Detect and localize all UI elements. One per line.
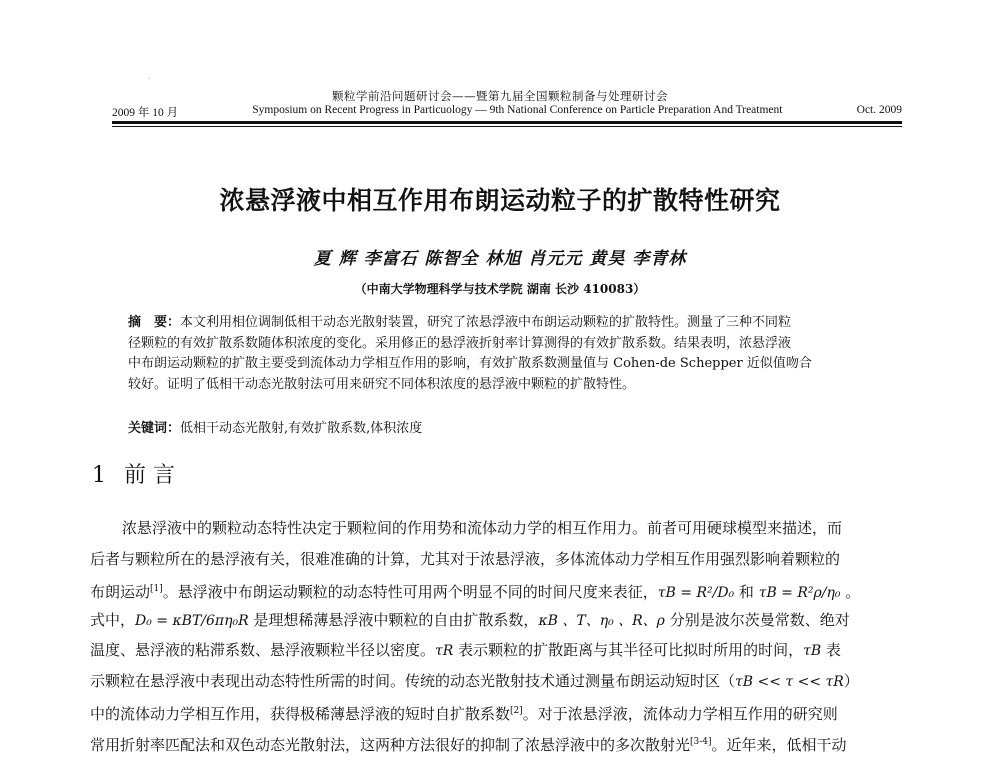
running-header-cn: 颗粒学前沿问题研讨会——暨第九届全国颗粒制备与处理研讨会 bbox=[332, 89, 668, 103]
body-line bbox=[90, 666, 920, 697]
body-text bbox=[90, 513, 920, 757]
body-line: 后者与颗粒所在的悬浮液有关，很难准确的计算，尤其对于浓悬浮液，多体流体动力学相互作用强烈影响着颗粒的 bbox=[90, 549, 841, 568]
body-line bbox=[90, 605, 920, 636]
abstract-label: 摘 要： bbox=[128, 315, 181, 330]
section-title: 前 言 bbox=[124, 463, 175, 488]
body-segment: 。 bbox=[840, 583, 861, 601]
keywords bbox=[128, 417, 900, 436]
author-list: 夏 辉 李富石 陈智全 林旭 肖元元 黄昊 李青林 bbox=[313, 249, 687, 269]
header-rule-thick bbox=[112, 121, 902, 124]
body-segment: 。近年来，低相干动 bbox=[711, 735, 847, 754]
body-segment: 。悬浮液中布朗运动颗粒的动态特性可用两个明显不同的时间尺度来表征， bbox=[162, 583, 658, 601]
abstract-line: 中布朗运动颗粒的扩散主要受到流体动力学相互作用的影响，有效扩散系数测量值与 Cohen-de Schepper 近似值吻合 bbox=[128, 356, 812, 371]
scan-speck: · bbox=[148, 76, 150, 83]
equation-d0: D₀ = κBT/6πη₀R bbox=[135, 612, 249, 629]
symbol-list: κB 、T、η₀ 、R、ρ bbox=[538, 612, 665, 629]
paper-title: 浓悬浮液中相互作用布朗运动粒子的扩散特性研究 bbox=[219, 186, 781, 215]
equation-tau-b-alt: τB = R²ρ/η₀ bbox=[758, 585, 841, 601]
abstract-text: 本文利用相位调制低相干动态光散射装置，研究了浓悬浮液中布朗运动颗粒的扩散特性。测量了三种不同粒 bbox=[180, 315, 792, 330]
body-segment: 示颗粒在悬浮液中表现出动态特性所需的时间。传统的动态光散射技术通过测量布朗运动短时区（ bbox=[90, 671, 736, 690]
citation[interactable]: [3-4] bbox=[690, 736, 712, 747]
body-segment: 和 bbox=[734, 583, 759, 601]
body-segment: ） bbox=[843, 671, 859, 690]
header-rule-thin bbox=[112, 126, 902, 127]
body-line bbox=[90, 727, 920, 758]
equation-tau-b: τB = R²/D₀ bbox=[657, 585, 735, 601]
symbol-tau-b: τB bbox=[803, 643, 822, 659]
citation[interactable]: [1] bbox=[150, 584, 163, 594]
affiliation: （中南大学物理科学与技术学院 湖南 长沙 410083） bbox=[354, 282, 646, 296]
inequality-time-range: τB << τ << τR bbox=[735, 673, 844, 690]
abstract-line: 较好。证明了低相干动态光散射法可用来研究不同体积浓度的悬浮液中颗粒的扩散特性。 bbox=[128, 376, 636, 392]
body-segment: 布朗运动 bbox=[90, 583, 151, 601]
section-heading bbox=[92, 458, 175, 489]
abstract bbox=[128, 313, 900, 395]
body-line: 浓悬浮液中的颗粒动态特性决定于颗粒间的作用势和流体动力学的相互作用力。前者可用硬球模型来描述，而 bbox=[122, 519, 843, 537]
body-segment: 常用折射率匹配法和双色动态光散射法，这两种方法很好的抑制了浓悬浮液中的多次散射光 bbox=[90, 735, 691, 754]
body-segment: 中的流体动力学相互作用，获得极稀薄悬浮液的短时自扩散系数 bbox=[90, 705, 511, 723]
body-segment: 式中， bbox=[90, 610, 136, 629]
keywords-text: 低相干动态光散射,有效扩散系数,体积浓度 bbox=[180, 421, 423, 436]
body-segment: 分别是波尔茨曼常数、绝对 bbox=[664, 610, 850, 629]
header-conference-en: Symposium on Recent Progress in Particuology — 9th National Conference on Particle Preparation And Treatment bbox=[252, 104, 783, 116]
body-segment: 表 bbox=[821, 641, 841, 659]
keywords-label: 关键词： bbox=[128, 421, 181, 436]
abstract-line: 径颗粒的有效扩散系数随体积浓度的变化。采用修正的悬浮液折射率计算测得的有效扩散系数。结果表明，浓悬浮液 bbox=[128, 335, 792, 351]
body-line bbox=[90, 696, 920, 727]
body-line bbox=[90, 574, 920, 605]
header-date-cn: 2009 年 10 月 bbox=[112, 107, 179, 119]
citation[interactable]: [2] bbox=[510, 706, 523, 716]
body-segment: 表示颗粒的扩散距离与其半径可比拟时所用的时间， bbox=[453, 641, 804, 659]
symbol-tau-r: τR bbox=[435, 643, 454, 659]
body-segment: 温度、悬浮液的粘滞系数、悬浮液颗粒半径以密度。 bbox=[90, 641, 436, 659]
running-header-en bbox=[112, 104, 902, 120]
body-segment: 是理想稀薄悬浮液中颗粒的自由扩散系数， bbox=[248, 610, 539, 629]
abstract-line bbox=[128, 313, 900, 334]
body-segment: 。对于浓悬浮液，流体动力学相互作用的研究则 bbox=[522, 705, 838, 723]
body-line bbox=[90, 635, 920, 666]
section-number: 1 bbox=[92, 463, 106, 488]
header-date-en: Oct. 2009 bbox=[856, 104, 902, 116]
